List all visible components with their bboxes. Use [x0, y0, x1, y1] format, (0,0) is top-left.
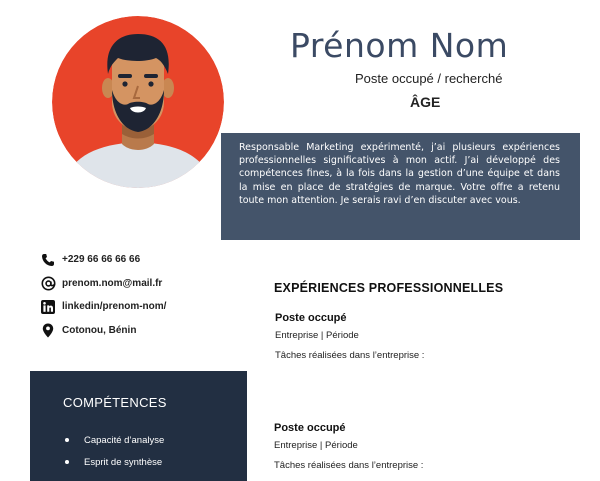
experience-role: Poste occupé — [274, 422, 346, 434]
profile-summary-box — [221, 133, 580, 240]
age-label: ÂGE — [410, 94, 441, 110]
skills-title: COMPÉTENCES — [63, 395, 167, 410]
contact-email[interactable] — [40, 272, 166, 296]
bullet-icon — [65, 460, 69, 464]
experience-role: Poste occupé — [275, 312, 347, 324]
experience-item — [275, 312, 424, 361]
contact-location — [40, 319, 166, 343]
skills-panel — [30, 371, 247, 481]
experience-tasks: Tâches réalisées dans l’entreprise : — [275, 350, 425, 361]
experience-company: Entreprise | Période — [275, 330, 359, 341]
at-icon — [40, 275, 56, 291]
contact-location-text: Cotonou, Bénin — [62, 324, 137, 336]
experience-item — [274, 422, 423, 471]
contact-list — [40, 248, 166, 342]
skill-item — [63, 451, 247, 473]
contact-linkedin-text: linkedin/prenom-nom/ — [62, 301, 167, 313]
contact-phone-text: +229 66 66 66 66 — [62, 254, 141, 266]
phone-icon — [40, 252, 56, 268]
bullet-icon — [65, 438, 69, 442]
job-title: Poste occupé / recherché — [355, 71, 503, 86]
linkedin-icon — [40, 299, 56, 315]
experience-company: Entreprise | Période — [274, 440, 358, 451]
experience-tasks: Tâches réalisées dans l’entreprise : — [274, 460, 424, 471]
skill-item — [63, 429, 247, 451]
skill-label: Esprit de synthèse — [84, 456, 163, 468]
full-name: Prénom Nom — [290, 26, 509, 65]
profile-avatar — [52, 16, 224, 188]
contact-email-text: prenom.nom@mail.fr — [62, 277, 163, 289]
contact-phone[interactable] — [40, 248, 166, 272]
profile-summary-text: Responsable Marketing expérimenté, j’ai plusieurs expériences professionnelles significatives à mon actif. J’ai développé des compétences fines, à la fois dans la gestion d’une équipe et dans la mise en place de stratégies de marque. Votre offre a retenu toute mon attention. Je serais ravi d’en discuter avec vous. — [239, 142, 560, 206]
experience-heading: EXPÉRIENCES PROFESSIONNELLES — [274, 281, 504, 295]
contact-linkedin[interactable] — [40, 295, 166, 319]
skills-list — [63, 429, 247, 473]
skill-label: Capacité d’analyse — [84, 434, 165, 446]
location-pin-icon — [40, 322, 56, 338]
